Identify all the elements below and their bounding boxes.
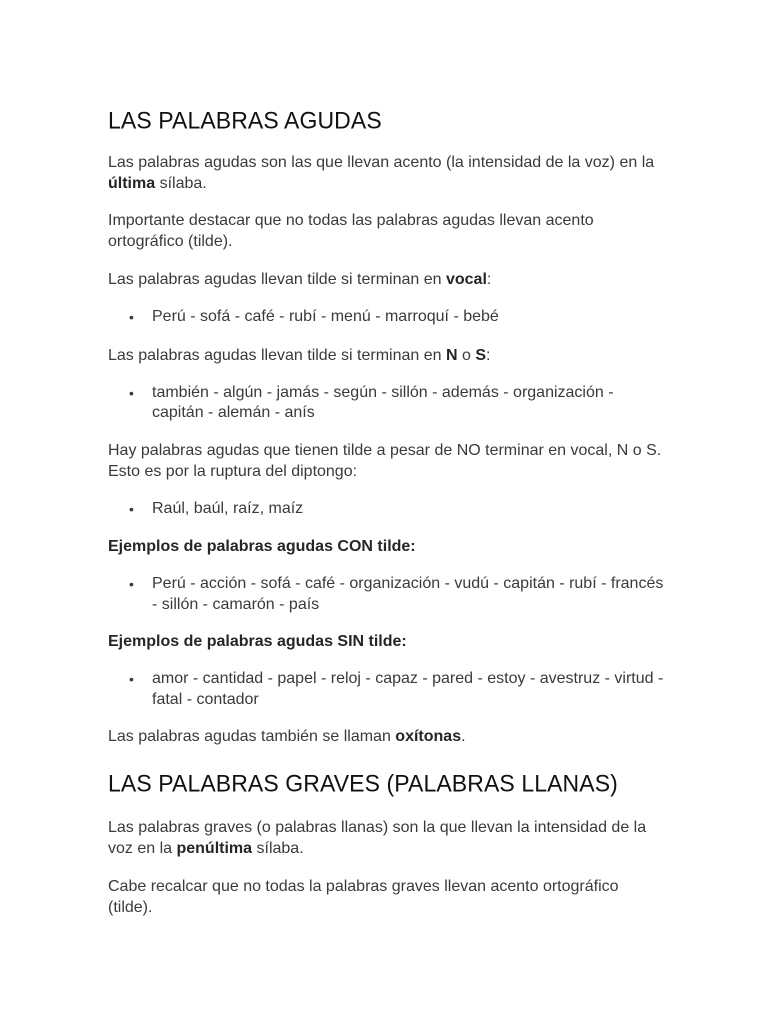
list-diptongo-examples — [108, 499, 664, 520]
text-segment: Las palabras agudas son las que llevan acento (la intensidad de la voz) en la — [108, 154, 655, 171]
paragraph-oxitonas — [108, 726, 664, 747]
text-segment: sílaba. — [252, 840, 304, 857]
paragraph-definition-graves — [108, 817, 664, 859]
paragraph-rule-vocal — [108, 269, 664, 290]
section-title-agudas: LAS PALABRAS AGUDAS — [108, 106, 382, 134]
text-segment: : — [486, 271, 492, 288]
text-segment: : — [486, 346, 491, 364]
section-title-graves: LAS PALABRAS GRAVES (PALABRAS LLANAS) — [108, 769, 618, 797]
text-segment: Las palabras agudas llevan tilde si terminan en — [108, 346, 446, 364]
paragraph-rule-n-s — [108, 345, 664, 366]
subheading-sin-tilde: Ejemplos de palabras agudas SIN tilde: — [108, 633, 407, 650]
bold-term: última — [108, 175, 156, 192]
list-item: • Perú - acción - sofá - café - organización - vudú - capitán - rubí - francés - sillón - camarón - país — [152, 574, 664, 615]
bold-term: vocal — [445, 271, 487, 288]
text-segment: sílaba. — [155, 175, 207, 192]
paragraph-diptongo: Hay palabras agudas que tienen tilde a pesar de NO terminar en vocal, N o S. Esto es por la ruptura del diptongo: — [108, 441, 662, 480]
list-item: • también - algún - jamás - según - sillón - además - organización - capitán - alemán - anís — [152, 383, 664, 424]
bold-term: N — [445, 346, 458, 364]
text-segment: . — [461, 728, 466, 745]
list-sin-tilde-examples — [108, 669, 664, 710]
paragraph-note-tilde: Importante destacar que no todas las palabras agudas llevan acento ortográfico (tilde). — [108, 212, 594, 250]
list-item: • Perú - sofá - café - rubí - menú - marroquí - bebé — [152, 307, 664, 328]
list-item: • Raúl, baúl, raíz, maíz — [152, 499, 664, 520]
bold-term: oxítonas — [395, 728, 462, 745]
list-con-tilde-examples — [108, 574, 664, 615]
subheading-con-tilde: Ejemplos de palabras agudas CON tilde: — [108, 538, 416, 555]
bold-term: penúltima — [176, 840, 253, 857]
list-vocal-examples — [108, 307, 664, 328]
list-n-s-examples — [108, 383, 664, 424]
list-item: • amor - cantidad - papel - reloj - capaz - pared - estoy - avestruz - virtud - fatal - contador — [152, 669, 664, 710]
paragraph-note-graves-tilde: Cabe recalcar que no todas la palabras graves llevan acento ortográfico (tilde). — [108, 878, 619, 916]
text-segment: Las palabras agudas también se llaman — [108, 728, 396, 745]
document-page — [108, 0, 664, 918]
text-segment: Las palabras graves (o palabras llanas) son la que llevan la intensidad de la voz en la — [108, 819, 647, 857]
paragraph-definition-agudas — [108, 152, 664, 194]
text-segment: o — [457, 346, 476, 364]
text-segment: Las palabras agudas llevan tilde si terminan en — [108, 271, 446, 288]
bold-term: S — [475, 346, 487, 364]
